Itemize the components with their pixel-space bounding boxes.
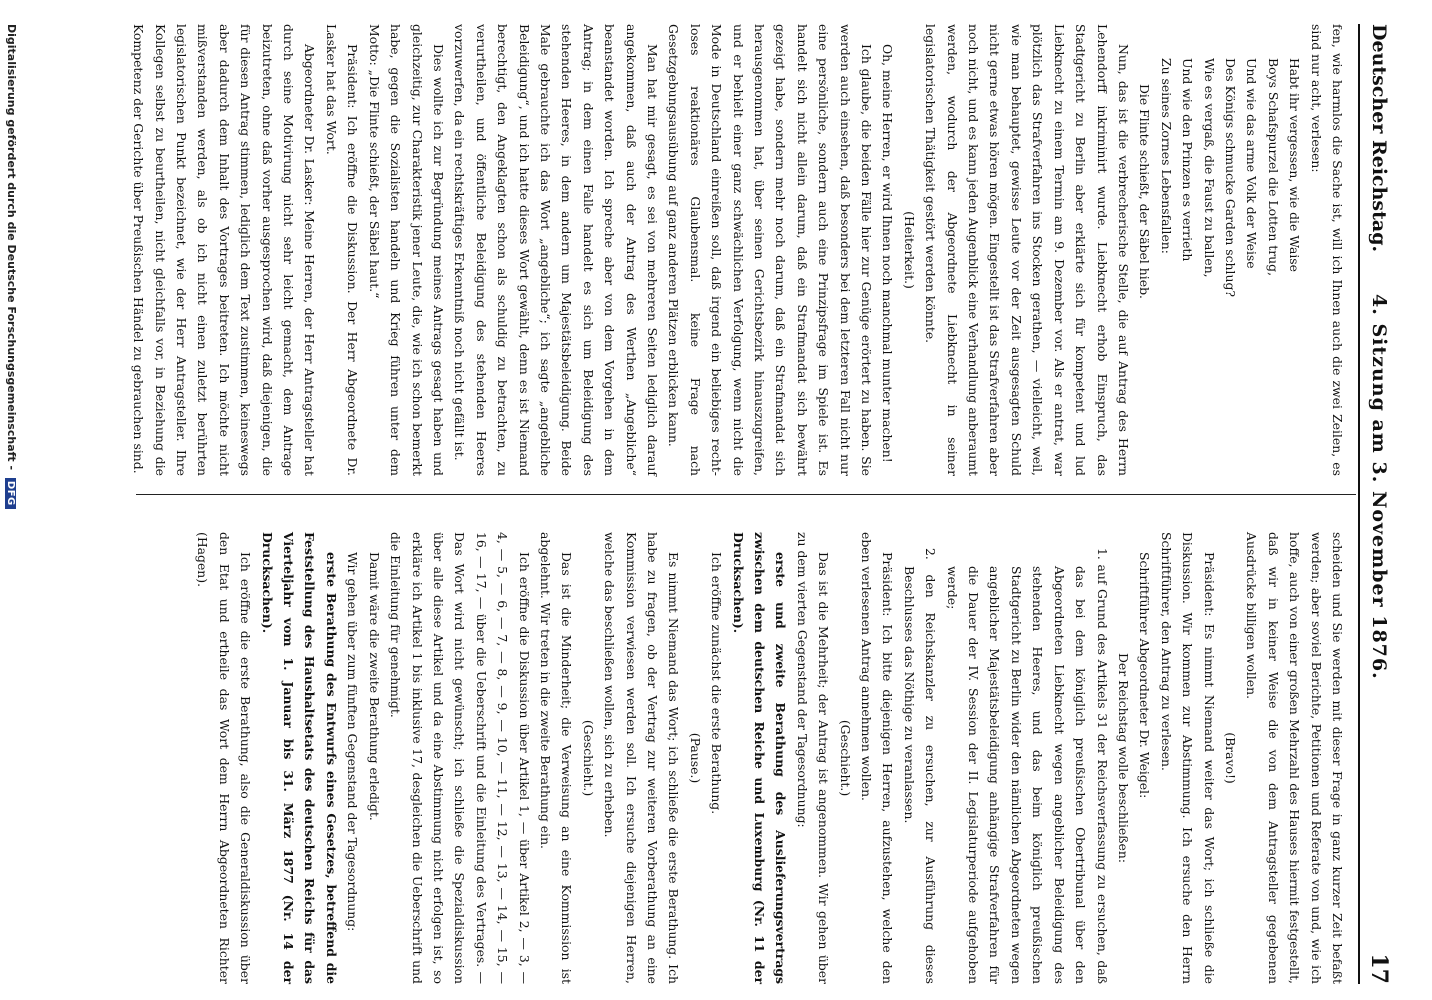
paragraph: Das ist die Mehrheit; der Antrag ist angenommen. Wir gehen über zu dem vierten Gegenstand der Tagesordnung: [794, 532, 832, 984]
paragraph: Nun, das ist die verbrecherische Stelle, die auf Antrag des Herrn Lehendorff inkriminirt wurde. Liebknecht erhob Einspruch, das Stadtgericht zu Berlin aber erklärte sich für kompetent und lud Liebknecht zu einem Termin am 9. Dezember vor. Als er antrat, war plötzlich das Strafverfahren ins Stocken gerathen, — vielleicht, weil, wie man behauptet, gewisse Leute vor der Zeit ausgesagten Schuld nicht gerne etwas hören mögen. Eingestellt ist das Strafverfahren aber noch nicht, und es kann jeden Augenblick eine Verhandlung anberaumt werden, wodurch der Abgeordnete Liebknecht in seiner legislatorischen Thätigkeit gestört werden könnte. [923, 24, 1131, 476]
paragraph: Schriftführer Abgeordneter Dr. Weigel: [1137, 552, 1153, 799]
paragraph: Präsident: Ich eröffne die Diskussion. Der Herr Abgeordnete Dr. Lasker hat das Wort. [323, 24, 361, 476]
agenda-item: erste und zweite Berathung des Auslieferungsvertrags zwischen dem deutschen Reiche und Luxemburg (Nr. 11 der Drucksachen). [730, 532, 789, 984]
column-divider [136, 494, 1356, 495]
paragraph: Abgeordneter Dr. Lasker: Meine Herren, der Herr Antragsteller hat durch seine Motivirung nicht sehr leicht gemacht, dem Antrage beizutreten, ohne daß vorher ausgesprochen wird, daß diejenigen, die für diesen Antrag stimmen, lediglich dem Text zustimmen, keineswegs aber dadurch dem Inhalt des Vortrages beitreten. Ich möchte nicht mißverstanden werden, als ob ich nicht einen zuletzt berührten legislatorischen Punkt bezeichnet, wie der Herr Antragsteller. Ihre Kollegen selbst zu beurtheilen, nicht gleichfalls vor, in Beziehung die Kompetenz der Gerichte über Preußischen Händel zu gebrauchen sind. [131, 24, 318, 476]
page-header [1358, 24, 1400, 984]
verse-line: Und wie das arme Volk der Weise [1244, 58, 1260, 269]
paragraph: Ich eröffne zunächst die erste Berathung. [709, 552, 725, 815]
verse-line: Habt ihr vergessen, wie die Waise [1287, 58, 1303, 272]
agenda-item: erste Berathung des Entwurfs eines Gesetzes, betreffend die Feststellung des Haushaltsetats des deutschen Reichs für das Vierteljahr vom 1. Januar bis 31. März 1877 (Nr. 14 der Drucksachen). [259, 532, 339, 984]
paragraph: Dies wollte ich zur Begründung meines Antrags gesagt haben und gleichzeitig, zur Charakteristik jener Leute, die, wie ich schon bemerkt habe, gegen die Sozialisten handeln und Krieg führen unter dem Motto: „Die Flinte schießt, der Säbel haut.“ [366, 24, 446, 476]
header-session: 4. Sitzung am 3. November 1876. [1368, 294, 1390, 680]
paragraph: Es nimmt Niemand das Wort; ich schließe die erste Berathung. Ich habe zu fragen, ob der Vertrag zur weiteren Vorberathung an eine Kommission verwiesen werden soll. Ich ersuche diejenigen Herren, welche das beschließen wollen, sich zu erheben. [602, 532, 682, 984]
paragraph: fen, wie harmlos die Sache ist, will ich Ihnen auch die zwei Zeilen, es sind nur acht, verlesen: [1308, 24, 1345, 476]
right-column [195, 532, 1348, 984]
paragraph: Das ist die Minderheit; die Verweisung an eine Kommission ist abgelehnt. Wir treten in die zweite Berathung ein. [537, 532, 575, 984]
stage-note: Der Reichstag wolle beschließen: [1115, 652, 1131, 864]
stage-note: (Heiterkeit.) [901, 211, 917, 289]
paragraph: Ich eröffne die erste Berathung, also die Generaldiskussion über den Etat und ertheile das Wort dem Herrn Abgeordneten Richter (Hagen). [195, 532, 254, 984]
list-item: 1. auf Grund des Artikels 31 der Reichsverfassung zu ersuchen, daß das bei dem königlich preußischen Obertribunal über den Abgeordneten Liebknecht wegen angeblicher Beleidigung des stehenden Heeres, und das beim königlich preußischen Stadtgericht zu Berlin wider den nämlichen Abgeordneten wegen angeblicher Majestätsbeleidigung anhängige Strafverfahren für die Dauer der IV. Session der II. Legislaturperiode aufgehoben werde; [944, 548, 1110, 984]
verse-line: Boys Schafspurzel die Lotten trug, [1265, 58, 1281, 277]
verse-line: Und wie den Prinzen es verrieth [1180, 58, 1196, 262]
verse-line: Des Königs schmucke Garden schlug? [1222, 58, 1238, 298]
stage-note: (Pause.) [687, 732, 703, 784]
paragraph: Ich glaube, die beiden Fälle hier zur Genüge erörtert zu haben. Sie werden auch einsehen, daß besonders bei dem letzteren Fall nicht nur eine persönliche, sondern auch eine Prinzipsfrage im Spiele ist. Es handelt sich nicht allein darum, daß ein Strafmandat sich bewährt gezeigt habe, sondern mehr noch darum, daß ein Strafmandat sich herausgenommen hat, über seinen Gerichtsbezirk hinauszugreifen, und er behielt einer ganz schwächlichen Verfolgung, wenn nicht die Mode in Deutschland einreißen soll, daß irgend ein beliebiges recht-loses reaktionäres Glaubensmal. keine Frage nach Gesetzgebungsausübung auf ganz anderen Plätzen erblicken kann. [666, 24, 875, 476]
verse-line: Wie es vergaß, die Faust zu ballen, [1201, 58, 1217, 278]
list-item: 2. den Reichskanzler zu ersuchen, zur Ausführung dieses Beschlusses das Nöthige zu veranlassen. [901, 548, 939, 984]
paragraph: Ich eröffne die Diskussion über Artikel 1, — über Artikel 2, — 3, — 4, — 5, — 6, — 7, — 8, — 9, — 10, — 11, — 12, — 13, — 14, — 15, — 16, — 17, — über die Ueberschrift und die Einleitung des Vertrages. — Das Wort wird nicht gewünscht; ich schließe die Spezialdiskussion über alle diese Artikel und da eine Abstimmung nicht erfolgen ist, so erkläre ich Artikel 1 bis inklusive 17, desgleichen die Ueberschrift und die Einleitung für genehmigt. [388, 532, 532, 984]
verse-line: Zu seines Zornes Lebensfallen: [1158, 58, 1174, 254]
stage-note: (Bravo!) [1222, 732, 1238, 784]
dfg-logo: DFG [6, 478, 17, 509]
paragraph: Damit wäre die zweite Berathung erledigt. [366, 552, 382, 821]
left-column [131, 24, 1348, 476]
paragraph: Präsident: Es nimmt Niemand weiter das Wort; ich schließe die Diskussion. Wir kommen zur Abstimmung. Ich ersuche den Herrn Schriftführer, den Antrag zu verlesen. [1158, 532, 1217, 984]
paragraph: Man hat mir gesagt, es sei von mehreren Seiten lediglich darauf angekommen, daß auch der Antrag des Werthen „Angebliche“ beanstandet worden. Ich spreche aber von dem Vorgehen in dem Antrag; in dem einen Falle handelt es sich um Beleidigung des stehenden Heeres, in dem andern um Majestätsbeleidigung. Beide Male gebrauchte ich das Wort „angebliche“; ich sagte „angebliche Beleidigung“, und ich hatte dieses Wort gewählt, denn es ist Niemand berechtigt, den Angeklagten schon als schuldig zu betrachten, zu verurtheilen, und öffentliche Beleidigung des stehenden Heeres vorzuwerfen, da ein rechtskräftiges Erkenntniß noch nicht gefällt ist. [452, 24, 660, 476]
header-title: Deutscher Reichstag. [1368, 24, 1390, 253]
paragraph: Oh, meine Herren, er wird Ihnen noch manchmal munter machen! [880, 44, 896, 463]
paragraph: Präsident: Ich bitte diejenigen Herren, aufzustehen, welche den eben verlesenen Antrag annehmen wollen. [859, 532, 896, 984]
page-number: 17 [1366, 953, 1392, 984]
digitization-credit [5, 24, 18, 984]
paragraph: Wir gehen über zum fünften Gegenstand der Tagesordnung: [345, 552, 361, 932]
paragraph: scheiden und Sie werden mit dieser Frage in ganz kurzer Zeit befaßt werden; aber soviel Berichte, Petitionen und Referate von und, wie ich hoffe, auch von einer großen Mehrzahl des Hauses hiermit festgestellt, daß wir in keiner Weise die von dem Antragsteller gegebenen Ausdrücke billigen wollen. [1244, 532, 1345, 984]
verse-line: Die Flinte schießt, der Säbel hieb. [1137, 84, 1153, 299]
footer-text: Digitalisierung gefördert durch die Deutsche Forschungsgemeinschaft - [5, 24, 18, 471]
stage-note: (Geschieht.) [580, 719, 596, 797]
stage-note: (Geschieht.) [837, 719, 853, 797]
numbered-list [898, 532, 1112, 984]
